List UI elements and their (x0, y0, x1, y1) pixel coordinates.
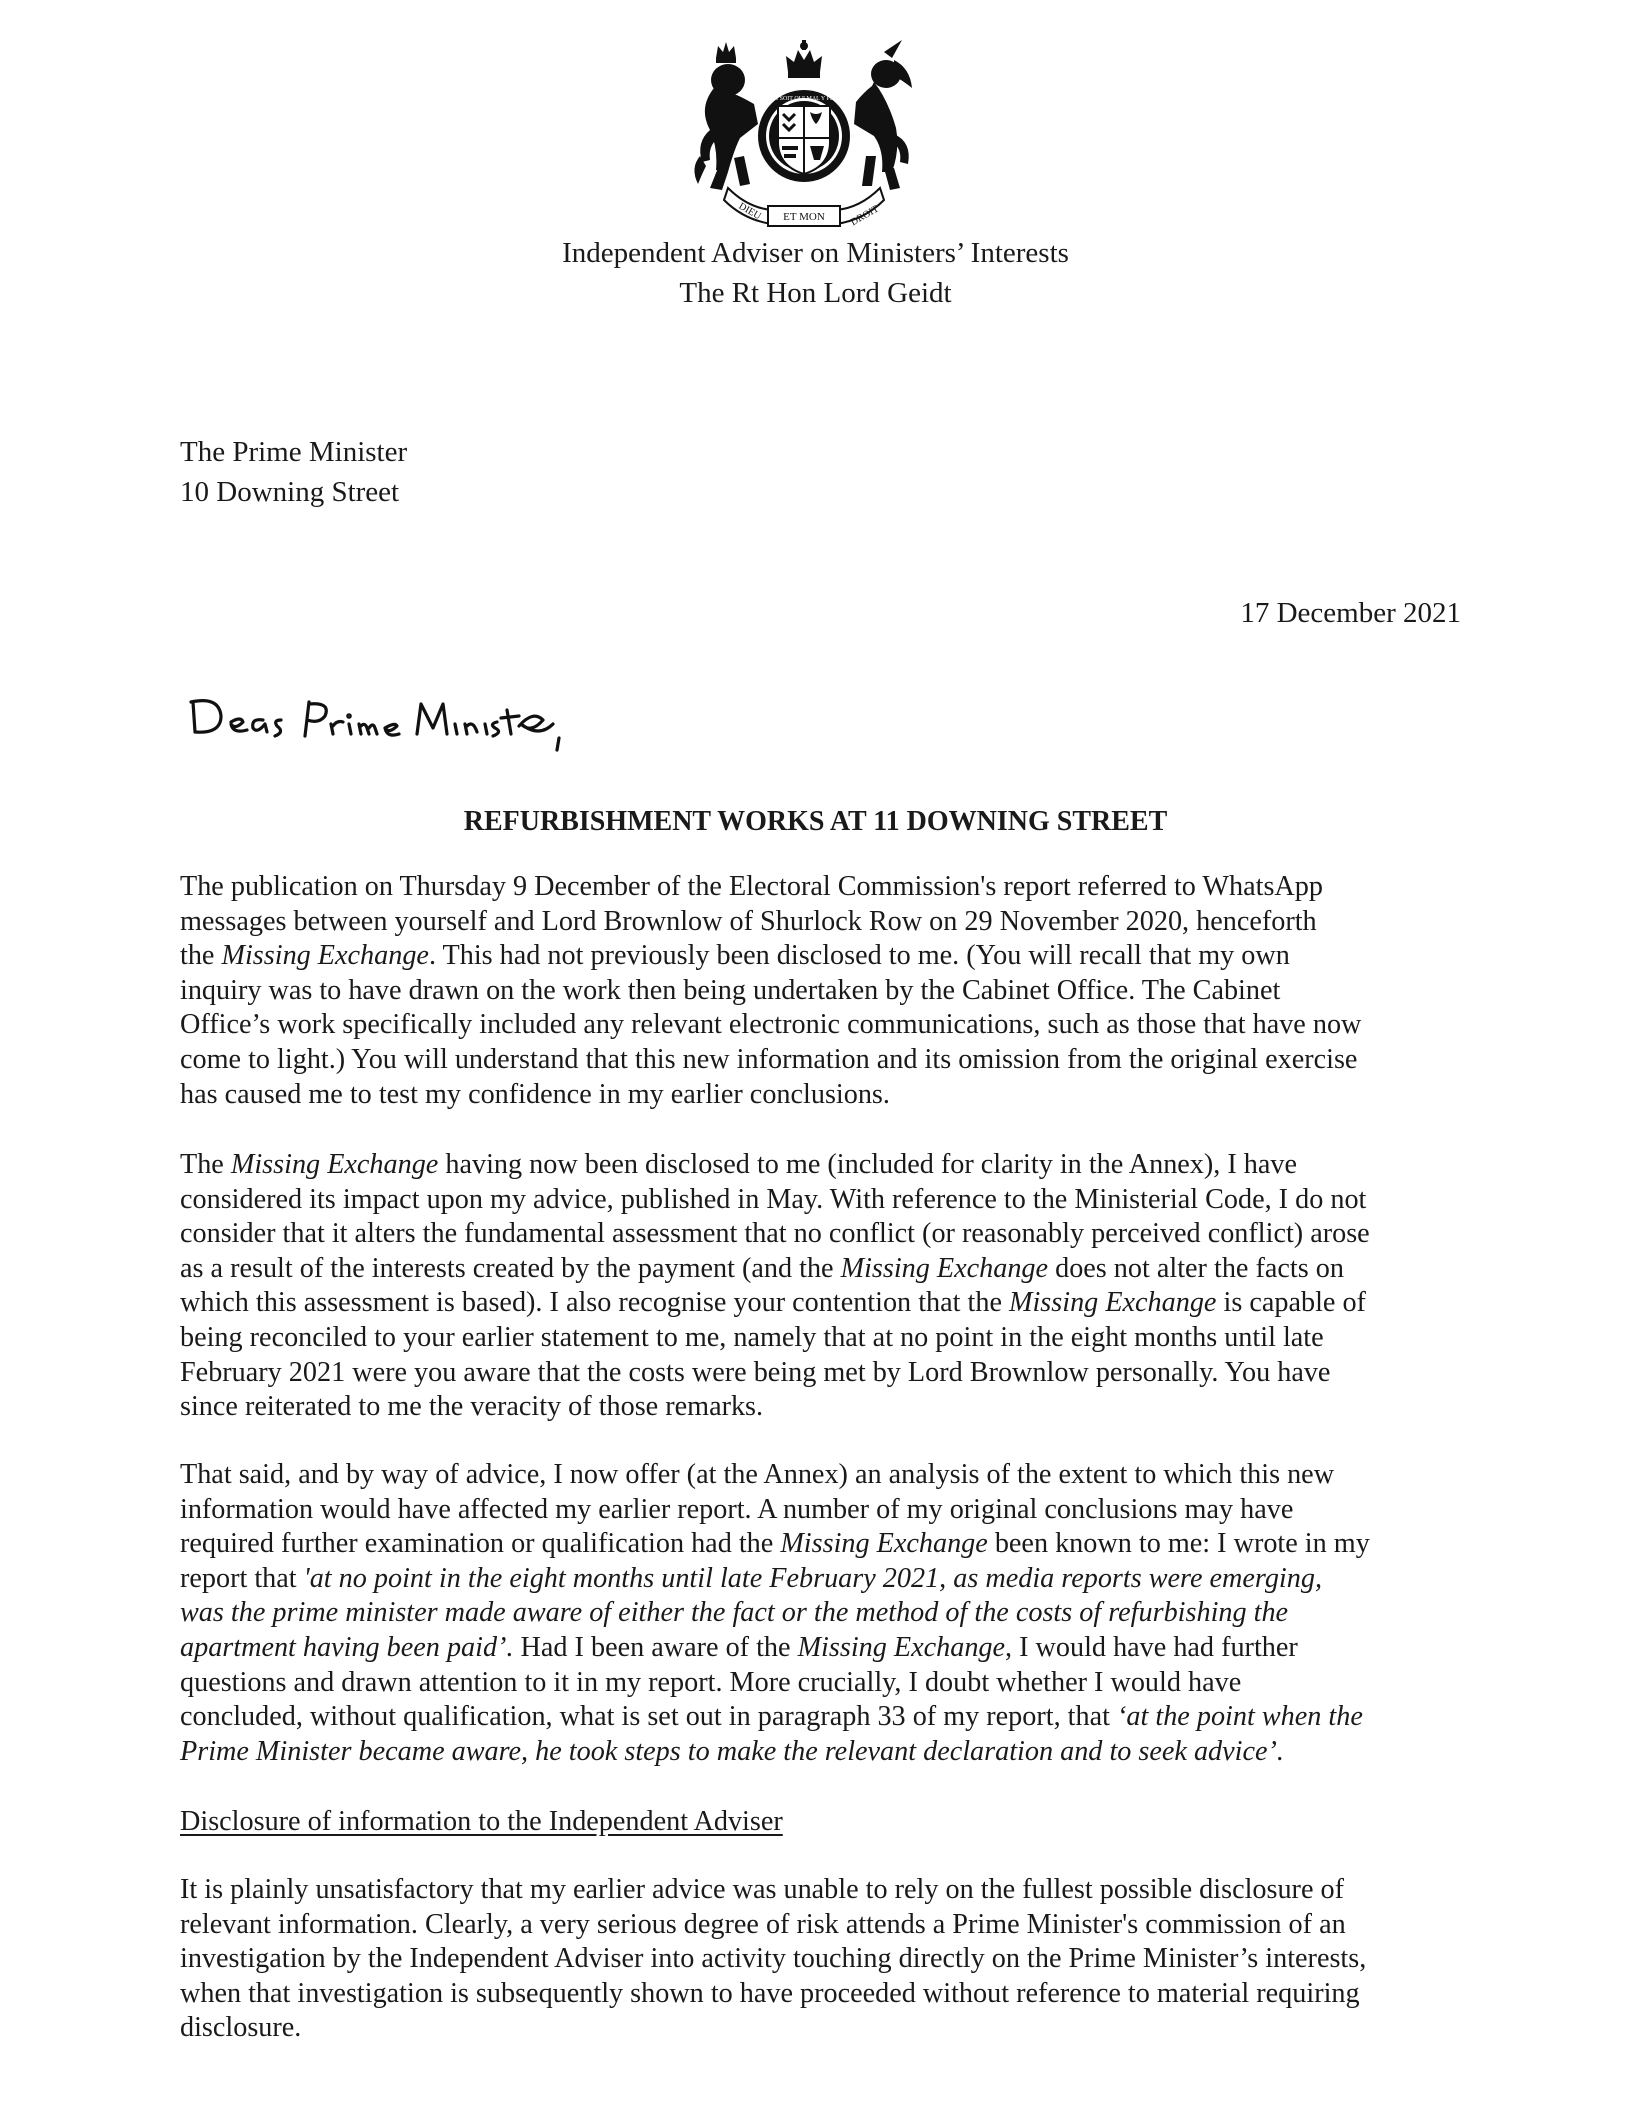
italic-quote: ‘at the point when the (1117, 1701, 1363, 1733)
text-line: the (180, 940, 222, 972)
text-line: is capable of (1216, 1287, 1366, 1319)
text-line: disclosure. (180, 2012, 302, 2044)
text-line: being reconciled to your earlier statement to me, namely that at no point in the eight months until late (180, 1321, 1324, 1353)
shield-icon (778, 106, 830, 174)
italic-quote: apartment having been paid’. (180, 1631, 514, 1663)
italic-term: Missing Exchange (797, 1631, 1006, 1663)
letterhead-office: Independent Adviser on Ministers’ Interests (562, 237, 1069, 269)
letter-title: REFURBISHMENT WORKS AT 11 DOWNING STREET (463, 806, 1168, 837)
text-line: It is plainly unsatisfactory that my earlier advice was unable to rely on the fullest possible disclosure of (180, 1874, 1344, 1905)
letter-date: 17 December 2021 (1240, 597, 1461, 629)
recipient-line-1: The Prime Minister (180, 436, 408, 468)
crown-icon (786, 40, 822, 78)
recipient-line-2: 10 Downing Street (180, 476, 400, 508)
text-line: has caused me to test my confidence in my earlier conclusions. (180, 1078, 890, 1110)
text-line: Office’s work specifically included any relevant electronic communications, such as those that have now (180, 1009, 1362, 1041)
italic-term: Missing Exchange (221, 940, 429, 972)
text-line: as a result of the interests created by the payment (and the (180, 1252, 841, 1284)
text-line: , I would have had further (1005, 1631, 1298, 1663)
text-line: The publication on Thursday 9 December of the Electoral Commission's report referred to WhatsApp (180, 871, 1323, 902)
letterhead-name: The Rt Hon Lord Geidt (679, 277, 952, 309)
text-line: That said, and by way of advice, I now offer (at the Annex) an analysis of the extent to which this new (180, 1459, 1335, 1490)
text-line: when that investigation is subsequently shown to have proceeded without reference to material requiring (180, 1977, 1360, 2009)
text-line: relevant information. Clearly, a very serious degree of risk attends a Prime Minister's commission of an (180, 1908, 1346, 1940)
text-line: considered its impact upon my advice, published in May. With reference to the Ministerial Code, I do not (180, 1183, 1367, 1215)
text-line: does not alter the facts on (1048, 1252, 1344, 1284)
italic-quote: 'at no point in the eight months until late February 2021, as media reports were emerging, (303, 1562, 1322, 1594)
lion-icon (694, 64, 758, 190)
italic-term: Missing Exchange (780, 1528, 988, 1560)
italic-term: Missing Exchange (840, 1252, 1049, 1284)
text-line: having now been disclosed to me (included for clarity in the Annex), I have (438, 1149, 1298, 1180)
royal-coat-of-arms-icon (688, 38, 920, 228)
motto-right: DROIT (848, 203, 881, 228)
text-line: which this assessment is based). I also recognise your contention that the (180, 1287, 1009, 1319)
text-line: consider that it alters the fundamental assessment that no conflict (or reasonably perceived conflict) arose (180, 1218, 1370, 1250)
text-line: messages between yourself and Lord Brownlow of Shurlock Row on 29 November 2020, henceforth (180, 905, 1317, 937)
text-line: Had I been aware of the (513, 1631, 798, 1663)
paragraph-1 (180, 870, 1470, 1112)
text-line: inquiry was to have drawn on the work then being undertaken by the Cabinet Office. The Cabinet (180, 974, 1281, 1006)
text-line: come to light.) You will understand that this new information and its omission from the original exercise (180, 1043, 1358, 1075)
garter-text: HONI SOIT QUI MAL Y PENSE (763, 96, 845, 102)
italic-term: Missing Exchange (230, 1149, 439, 1180)
text-line: questions and drawn attention to it in my report. More crucially, I doubt whether I would have (180, 1666, 1242, 1698)
italic-term: Missing Exchange (1009, 1287, 1217, 1319)
handwritten-salutation (185, 680, 565, 760)
italic-quote: Prime Minister became aware, he took steps to make the relevant declaration and to seek advice’. (180, 1735, 1284, 1767)
unicorn-icon (854, 40, 912, 190)
text-line: The (180, 1149, 231, 1180)
text-line: since reiterated to me the veracity of those remarks. (180, 1391, 764, 1423)
section-subheading: Disclosure of information to the Independent Adviser (180, 1806, 783, 1837)
italic-quote: was the prime minister made aware of either the fact or the method of the costs of refurbishing the (180, 1597, 1289, 1629)
text-line: report that (180, 1562, 304, 1594)
text-line: required further examination or qualification had the (180, 1528, 781, 1560)
text-line: concluded, without qualification, what is set out in paragraph 33 of my report, that (180, 1701, 1118, 1733)
motto-center: ET MON (783, 211, 825, 223)
text-line: been known to me: I wrote in my (987, 1528, 1370, 1560)
motto-left: DIEU (736, 200, 763, 223)
paragraph-4 (180, 1873, 1470, 2046)
text-line: . This had not previously been disclosed to me. (You will recall that my own (428, 940, 1290, 972)
motto-scroll (724, 188, 884, 228)
text-line: information would have affected my earlier report. A number of my original conclusions may have (180, 1493, 1294, 1525)
text-line: February 2021 were you aware that the costs were being met by Lord Brownlow personally. You have (180, 1356, 1331, 1388)
text-line: investigation by the Independent Adviser into activity touching directly on the Prime Minister’s interests, (180, 1943, 1367, 1975)
paragraph-3 (180, 1458, 1470, 1769)
paragraph-2 (180, 1148, 1470, 1425)
